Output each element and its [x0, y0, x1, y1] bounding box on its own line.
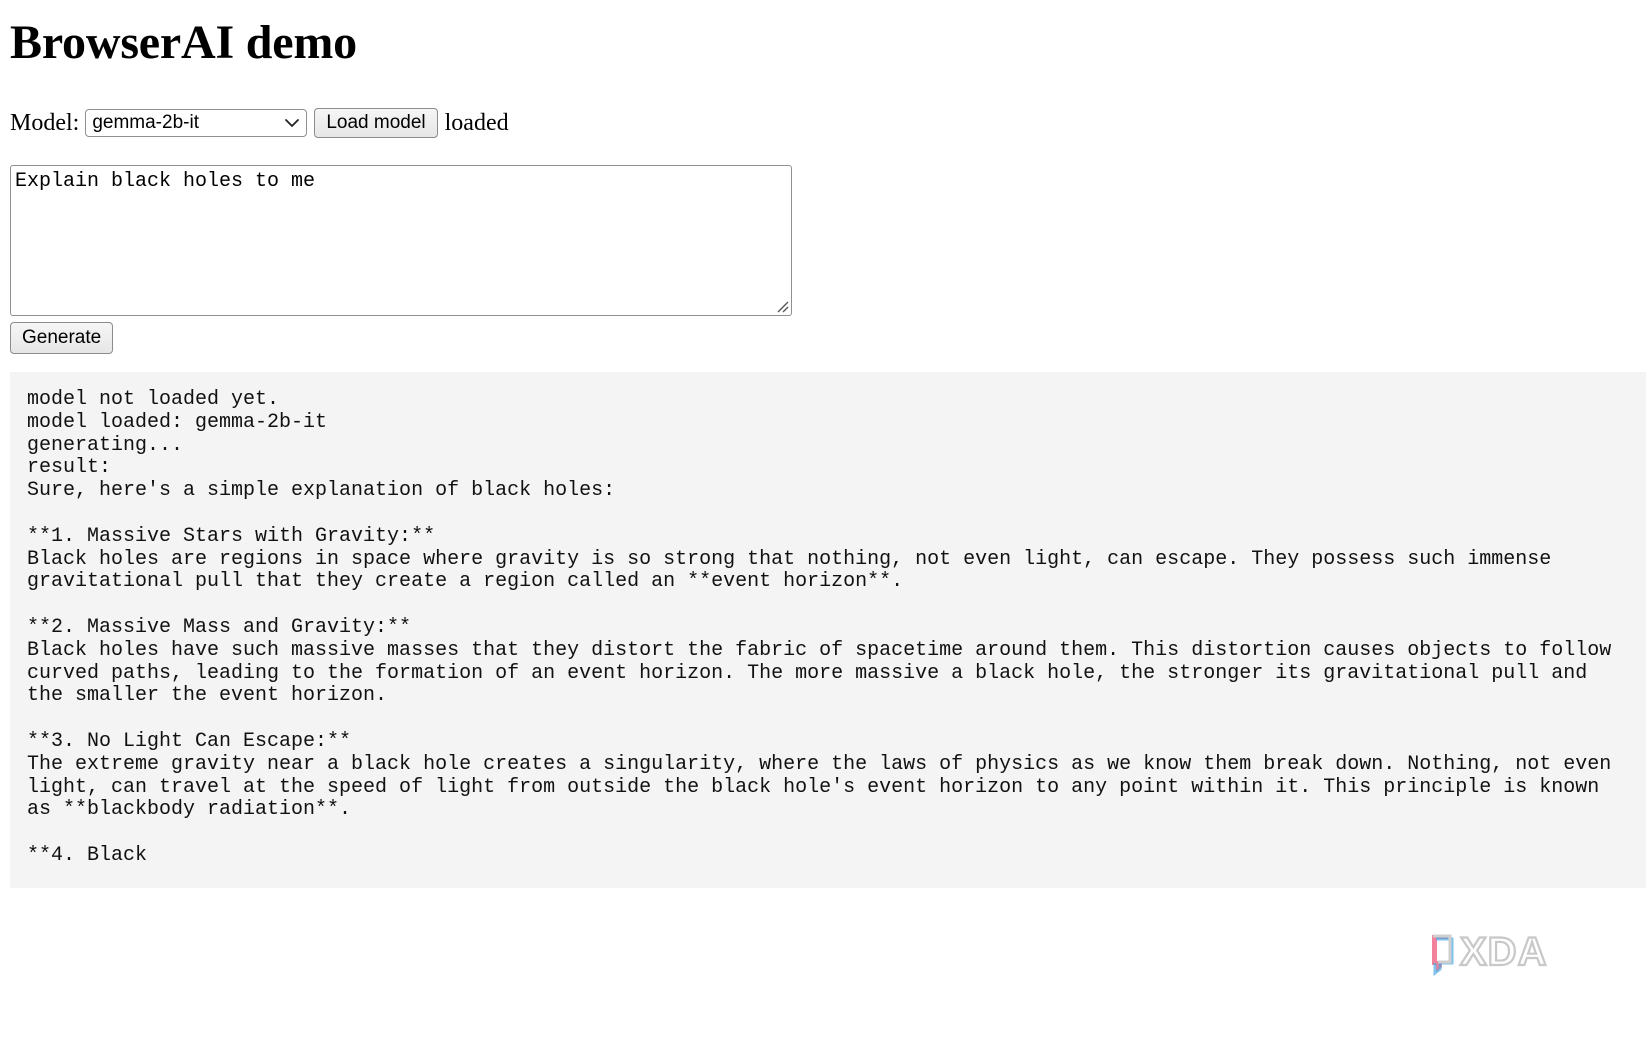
resize-handle-icon[interactable] — [775, 299, 789, 313]
page-title: BrowserAI demo — [10, 16, 357, 69]
output-panel — [10, 372, 1646, 888]
chevron-down-icon — [284, 115, 300, 131]
model-row — [10, 107, 509, 139]
xda-logo-mark — [1432, 935, 1452, 973]
model-select-value: gemma-2b-it — [92, 112, 199, 133]
model-label: Model: — [10, 109, 80, 136]
prompt-textarea[interactable] — [11, 166, 791, 315]
output-log-text: model not loaded yet. model loaded: gemma-2b-it generating... result: Sure, here's a simple explanation of black holes: **1. Massive Stars with Gravity:** Black holes are regions in space where gravity is so strong that nothing, not even light, can escape. They possess such immense gravitational pull that they create a region called an **event horizon**. **2. Massive Mass and Gravity:** Black holes have such massive masses that they distort the fabric of spacetime around them. This distortion causes objects to follow curved paths, leading to the formation of an event horizon. The more massive a black hole, the stronger its gravitational pull and the smaller the event horizon. **3. No Light Can Escape:** The extreme gravity near a black hole creates a singularity, where the laws of physics as we know them break down. Nothing, not even light, can travel at the speed of light from outside the black hole's event horizon to any point within it. This principle is known as **blackbody radiation**. **4. Black — [27, 388, 1612, 867]
prompt-textarea-container — [10, 165, 792, 316]
xda-logo — [1428, 925, 1588, 979]
generate-button[interactable]: Generate — [10, 322, 113, 354]
model-select[interactable] — [85, 109, 307, 137]
xda-logo-wordmark: XDA — [1460, 930, 1548, 974]
model-status-text: loaded — [444, 109, 509, 136]
load-model-button[interactable]: Load model — [314, 108, 437, 138]
